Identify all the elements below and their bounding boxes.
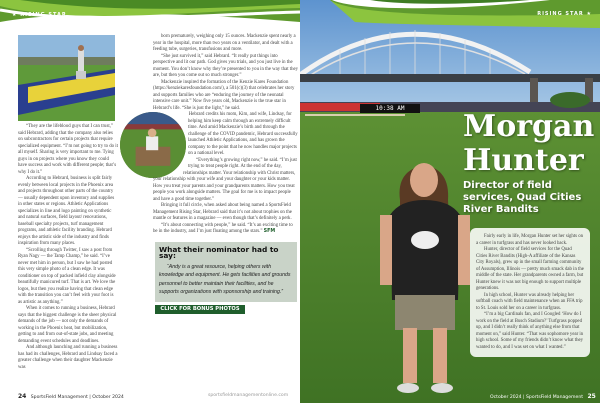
paragraph: Mackenzie inspired the formation of the Kenzie Kares Foundation (https://kenziekaresfoundation.com/), a 501(c)(3) that celebrates her story and supports families who are “enduring the journey of the neonatal intensive care unit.” Now five years old, Mackenzie is the true star in Hebrard’s life. “She is just the light,” he said. xyxy=(153,79,295,111)
paragraph: “I’m a big Cardinals fan, and I Googled ‘How do I work on the field at Busch Stadium?’ Turfgrass popped up, and I didn’t really think of anything else from that moment on,” said Hunter. “That was sophomore year in high school. Some of my friends didn’t know what they wanted to do, and I was set on what I wanted.” xyxy=(476,312,584,350)
paragraph: Bringing it full circle, when asked about being named a SportsField Management Rising Star, Hebrard said that it’s not about trophies on the mantle or features in a magazine — even though that’s definitely a perk. xyxy=(153,203,292,221)
paragraph: “Everything’s growing right now,” he said. “I’m just trying to treat people right. At the end of the day, relationships matter. Your relationship with Christ matters, your relationship with your wife and your daughter or your kids matter. How you treat your parents and your grandparents matters. How you treat people you work alongside matters. The goal for me is to impact people and have a good time together.” xyxy=(153,157,297,202)
paragraph: “It’s about connecting with people,” he said. “It’s an exciting time to be in the industry, and I’m just floating among the stars.” xyxy=(153,222,293,234)
nominator-quote: “Andy is a great resource, helping others with knowledge and equipment. He gets facilities and grounds personnel to better maintain their facilities, and he supports organizations with sponsorship and training.” xyxy=(159,263,291,296)
footer-left xyxy=(18,393,124,400)
paragraph: Fairly early in life, Morgan Hunter set her sights on a career in turfgrass and has never looked back. xyxy=(476,234,584,246)
paragraph: “Scrolling through Twitter, I saw a post from Ryan Nagy — the Tamp Champ,” he said. “I’ve never met him in person, but I saw he had posted this very simple photo of a clean edge. It was conditioner on top of packed infield clay alongside beautifully manicured turf. That is art. We love the logos, but then you realize having that clean edge with the transition you can’t feel with your foot is as artistic as anything.” xyxy=(18,247,116,305)
profile-name: Morgan Hunter xyxy=(463,109,595,178)
publication-info: SportsField Management | October 2024 xyxy=(30,395,124,400)
paragraph: “They are the lifeblood guys that I can trust,” said Hebrard, adding that the company also relies on subcontractors for certain projects that require specialized equipment. “I’m not going to try to do it all myself. Sharing is very important to me. Tying guys in on projects where you know they could have success and work with different people; that’s why I do it.” xyxy=(18,124,118,175)
article-column-2 xyxy=(153,34,298,314)
right-page xyxy=(300,0,600,403)
scoreboard: 10:38 AM xyxy=(360,104,420,113)
publication-info: October 2024 | SportsField Management xyxy=(490,395,584,400)
paragraph: born prematurely, weighing only 15 ounces. Mackenzie spent nearly a year in the hospital, more than two years on a ventilator, and dealt with a feeding tube, surgeries, transfusions and more. xyxy=(153,34,296,52)
page-number: 24 xyxy=(18,393,27,400)
bonus-photos-button[interactable]: CLICK FOR BONUS PHOTOS xyxy=(155,305,245,314)
paragraph: “She just survived it,” said Hebrard. “It really put things into perspective and lit our path. God gives you trials, and you just live in the moment. You don’t know why they’re presented to you in the way that they are, but then you come out so much stronger.” xyxy=(153,53,298,78)
end-mark: SFM xyxy=(263,229,276,234)
paragraph: When it comes to running a business, Hebrard says that the biggest challenge is the sheer physical demands of the job — not only the demands of working in the Phoenix heat, but mobilization, getting to and from out-of-state jobs, and meeting demanding event schedules and deadlines. xyxy=(18,306,117,344)
page-number: 25 xyxy=(587,393,596,400)
nominator-quote-box xyxy=(155,242,297,302)
nominator-heading: What their nominator had to say: xyxy=(159,244,279,260)
paragraph: Hebrard credits his mom, Kim, and wife, Lindsay, for helping him keep calm through an extremely difficult time. And amid Mackenzie’s birth and through the challenge of the COVID pandemic, Hebrard successfully launched Athletic Applications, and has grown the company to the point that he now handles major projects on a national level. xyxy=(188,112,298,156)
footer-right xyxy=(490,393,596,400)
intro-text-box xyxy=(470,228,590,357)
paragraph: In high school, Hunter was already helping her softball coach with field maintenance when an FFA trip to St. Louis sold her on a career in turfgrass. xyxy=(476,292,583,311)
star-icon: ★ xyxy=(12,12,21,18)
child-on-sod-photo xyxy=(120,112,186,178)
paragraph: And although launching and running a business has had its challenges, Hebrard and Lindsay faced a greater challenge when their daughter Mackenzie was xyxy=(18,345,118,370)
profile-job-title: Director of field services, Quad Cities River Bandits xyxy=(463,180,582,215)
section-label: RISING STAR ★ xyxy=(537,11,592,17)
article-column-1 xyxy=(18,124,118,371)
website-link[interactable]: sportsfieldmanagementonline.com xyxy=(208,393,289,398)
star-icon: ★ xyxy=(583,11,592,17)
paragraph: According to Hebrard, business is split fairly evenly between local projects in the Phoenix area and projects throughout other parts of the country — usually dependent upon inventory and supplies in other states or regions. Athletic Applications specializes in line and logo painting on synthetic and natural surfaces, field layout/ renovations, baseball specialty projects, turf management programs, and athletic facility branding. Hebrard enjoys the artistic side of the industry and finds inspiration from many places. xyxy=(18,176,115,246)
paragraph: Hunter, director of field services for the Quad Cities River Bandits (High-A affiliate of the Kansas City Royals), grew up in the small farming community of Assumption, Illinois — pretty much smack dab in the middle of the state. Her grandparents owned a farm, but Hunter knew it was not big enough to support multiple generations. xyxy=(476,247,584,291)
section-label: ★ RISING STAR xyxy=(12,12,67,18)
field-painting-photo xyxy=(18,35,115,121)
